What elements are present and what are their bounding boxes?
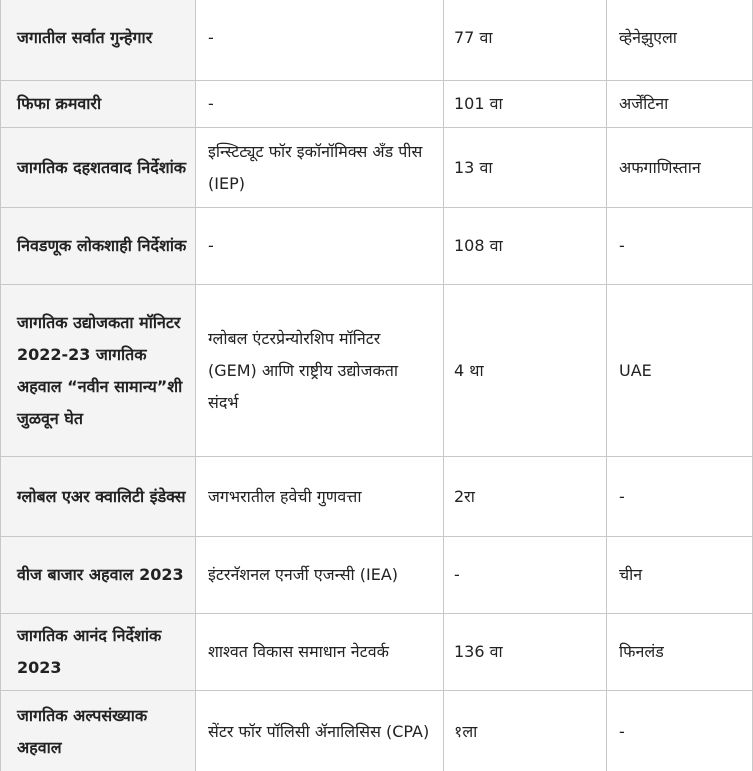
publisher-cell: -	[196, 208, 444, 285]
publisher-cell: -	[196, 0, 444, 81]
publisher-cell: इंटरनॅशनल एनर्जी एजन्सी (IEA)	[196, 537, 444, 614]
top-country-cell: फिनलंड	[607, 614, 753, 691]
rank-cell: १ला	[444, 691, 607, 771]
top-country-cell: -	[607, 691, 753, 771]
publisher-cell: शाश्वत विकास समाधान नेटवर्क	[196, 614, 444, 691]
table-row	[1, 691, 753, 771]
publisher-cell: जगभरातील हवेची गुणवत्ता	[196, 457, 444, 537]
publisher-cell: ग्लोबल एंटरप्रेन्योरशिप मॉनिटर (GEM) आणि राष्ट्रीय उद्योजकता संदर्भ	[196, 285, 444, 457]
publisher-cell: -	[196, 81, 444, 128]
publisher-cell: सेंटर फॉर पॉलिसी ॲनालिसिस (CPA)	[196, 691, 444, 771]
report-name-cell: जागतिक उद्योजकता मॉनिटर 2022-23 जागतिक अहवाल “नवीन सामान्य”शी जुळवून घेत	[1, 285, 196, 457]
rank-cell: 136 वा	[444, 614, 607, 691]
table-row	[1, 614, 753, 691]
table-row	[1, 0, 753, 81]
table-row	[1, 285, 753, 457]
rank-cell: 2रा	[444, 457, 607, 537]
report-name-cell: वीज बाजार अहवाल 2023	[1, 537, 196, 614]
top-country-cell: -	[607, 457, 753, 537]
top-country-cell: व्हेनेझुएला	[607, 0, 753, 81]
table-row	[1, 457, 753, 537]
rank-cell: 13 वा	[444, 128, 607, 208]
report-name-cell: फिफा क्रमवारी	[1, 81, 196, 128]
report-name-cell: ग्लोबल एअर क्वालिटी इंडेक्स	[1, 457, 196, 537]
top-country-cell: अफगाणिस्तान	[607, 128, 753, 208]
rank-cell: 4 था	[444, 285, 607, 457]
top-country-cell: अर्जेंटिना	[607, 81, 753, 128]
report-name-cell: जागतिक आनंद निर्देशांक 2023	[1, 614, 196, 691]
top-country-cell: -	[607, 208, 753, 285]
rank-cell: -	[444, 537, 607, 614]
rank-cell: 101 वा	[444, 81, 607, 128]
top-country-cell: UAE	[607, 285, 753, 457]
report-name-cell: जगातील सर्वात गुन्हेगार	[1, 0, 196, 81]
top-country-cell: चीन	[607, 537, 753, 614]
report-name-cell: जागतिक दहशतवाद निर्देशांक	[1, 128, 196, 208]
report-name-cell: निवडणूक लोकशाही निर्देशांक	[1, 208, 196, 285]
table-row	[1, 537, 753, 614]
table-row	[1, 81, 753, 128]
rank-cell: 108 वा	[444, 208, 607, 285]
table-row	[1, 128, 753, 208]
table-row	[1, 208, 753, 285]
publisher-cell: इन्स्टिट्यूट फॉर इकॉनॉमिक्स अँड पीस (IEP)	[196, 128, 444, 208]
report-name-cell: जागतिक अल्पसंख्याक अहवाल	[1, 691, 196, 771]
rank-cell: 77 वा	[444, 0, 607, 81]
